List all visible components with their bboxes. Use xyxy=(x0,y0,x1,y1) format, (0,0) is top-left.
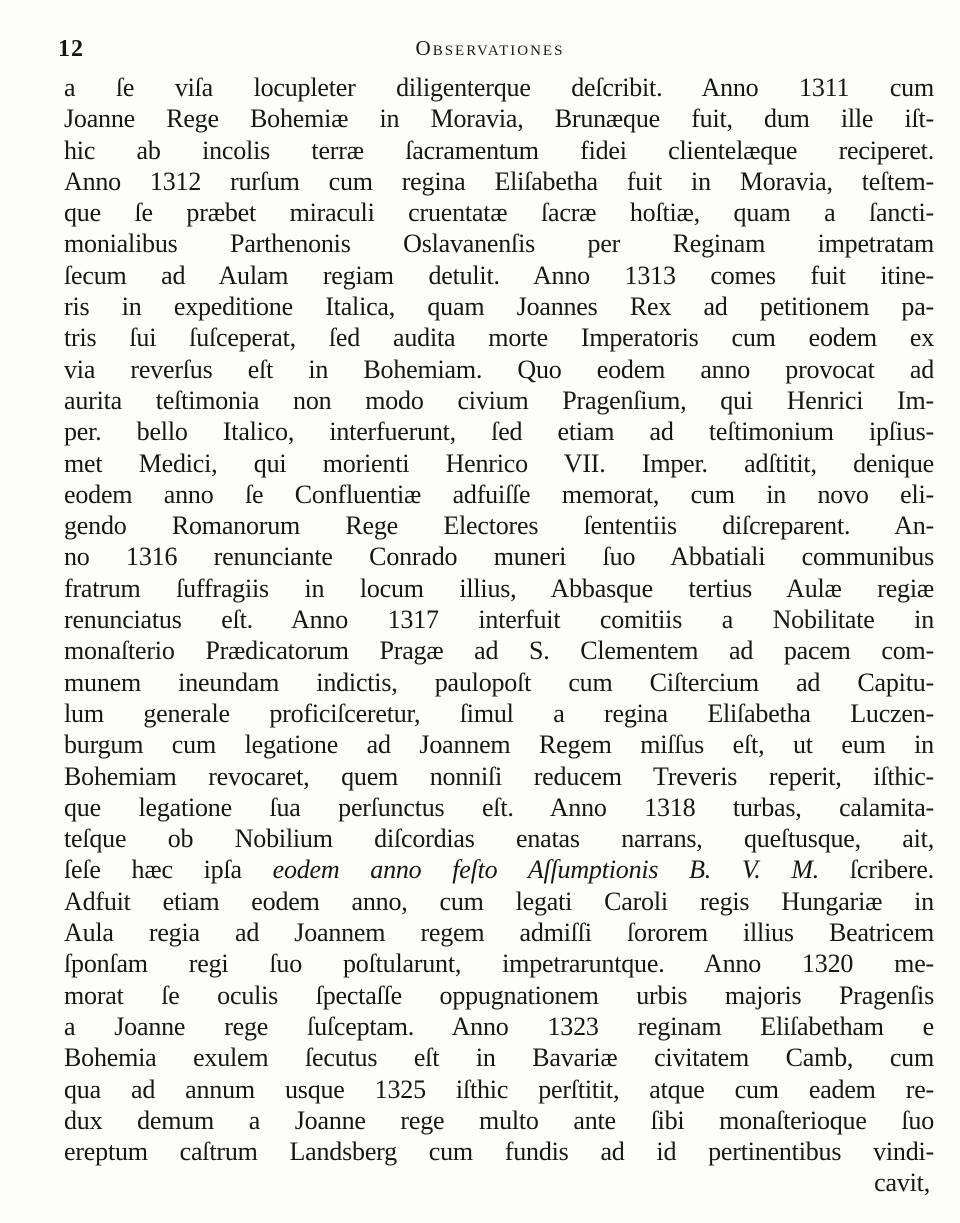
text-line: monaſterio Prædicatorum Pragæ ad S. Clementem ad pacem com- xyxy=(64,636,934,666)
text-line: que legatione ſua perſunctus eſt. Anno 1318 turbas, calamita- xyxy=(64,792,934,822)
text-line: Adfuit etiam eodem anno, cum legati Caroli regis Hungariæ in xyxy=(64,886,934,916)
text-line: qua ad annum usque 1325 iſthic perſtitit, atque cum eadem re- xyxy=(64,1074,934,1104)
text-line xyxy=(64,854,934,885)
text-line: Bohemiam revocaret, quem nonniſi reducem Treveris reperit, iſthic- xyxy=(64,761,934,791)
text-line: monialibus Parthenonis Oslavanenſis per Reginam impetratam xyxy=(64,229,934,259)
text-line: via reverſus eſt in Bohemiam. Quo eodem anno provocat ad xyxy=(64,354,934,384)
text-line: a ſe viſa locupleter diligenterque deſcribit. Anno 1311 cum xyxy=(64,73,934,102)
text-line: no 1316 renunciante Conrado muneri ſuo Abbatiali communibus xyxy=(64,542,934,572)
text-line: tris ſui ſuſceperat, ſed audita morte Imperatoris cum eodem ex xyxy=(64,323,934,353)
running-head: Observationes xyxy=(415,36,565,60)
text-line: fratrum ſuffragiis in locum illius, Abbasque tertius Aulæ regiæ xyxy=(64,573,934,603)
text-line: Joanne Rege Bohemiæ in Moravia, Brunæque fuit, dum ille iſt- xyxy=(64,104,934,134)
text-line: que ſe præbet miraculi cruentatæ ſacræ hoſtiæ, quam a ſancti- xyxy=(64,198,934,228)
text-line: Bohemia exulem ſecutus eſt in Bavariæ civitatem Camb, cum xyxy=(64,1043,934,1073)
text-line: dux demum a Joanne rege multo ante ſibi monaſterioque ſuo xyxy=(64,1105,934,1135)
text-line: Aula regia ad Joannem regem admiſſi ſororem illius Beatricem xyxy=(64,918,934,948)
text-body xyxy=(64,72,934,1199)
text-run: ſeſe hæc ipſa xyxy=(64,855,273,885)
text-line: met Medici, qui morienti Henrico VII. Imper. adſtitit, denique xyxy=(64,448,934,478)
catchword: cavit, xyxy=(874,1168,930,1198)
text-line: burgum cum legatione ad Joannem Regem miſſus eſt, ut eum in xyxy=(64,730,934,760)
text-line: eodem anno ſe Confluentiæ adfuiſſe memorat, cum in novo eli- xyxy=(64,479,934,509)
text-line: munem ineundam indictis, paulopoſt cum Ciſtercium ad Capitu- xyxy=(64,667,934,697)
text-line: per. bello Italico, interfuerunt, ſed etiam ad teſtimonium ipſius- xyxy=(64,417,934,447)
text-line: Anno 1312 rurſum cum regina Eliſabetha fuit in Moravia, teſtem- xyxy=(64,166,934,196)
italic-text-run: eodem anno feſto Aſſumptionis B. V. M. xyxy=(272,855,820,885)
text-line: ſecum ad Aulam regiam detulit. Anno 1313 comes fuit itine- xyxy=(64,260,934,290)
text-line: ereptum caſtrum Landsberg cum fundis ad id pertinentibus vindi- xyxy=(64,1137,934,1167)
page-header xyxy=(50,32,930,66)
text-line: a Joanne rege ſuſceptam. Anno 1323 reginam Eliſabetham e xyxy=(64,1011,934,1041)
text-line: hic ab incolis terræ ſacramentum fidei clientelæque reciperet. xyxy=(64,135,934,165)
text-run: ſcribere. xyxy=(819,855,934,885)
text-line: teſque ob Nobilium diſcordias enatas narrans, queſtusque, ait, xyxy=(64,824,934,854)
text-line: renunciatus eſt. Anno 1317 interfuit comitiis a Nobilitate in xyxy=(64,605,934,635)
text-line: lum generale proficiſceretur, ſimul a regina Eliſabetha Luczen- xyxy=(64,698,934,728)
text-line: morat ſe oculis ſpectaſſe oppugnationem urbis majoris Pragenſis xyxy=(64,980,934,1010)
text-line: gendo Romanorum Rege Electores ſententiis diſcreparent. An- xyxy=(64,511,934,541)
text-line: ris in expeditione Italica, quam Joannes Rex ad petitionem pa- xyxy=(64,292,934,322)
text-line: aurita teſtimonia non modo civium Pragenſium, qui Henrici Im- xyxy=(64,385,934,415)
page-number: 12 xyxy=(58,36,84,62)
text-line: ſponſam regi ſuo poſtularunt, impetraruntque. Anno 1320 me- xyxy=(64,949,934,979)
